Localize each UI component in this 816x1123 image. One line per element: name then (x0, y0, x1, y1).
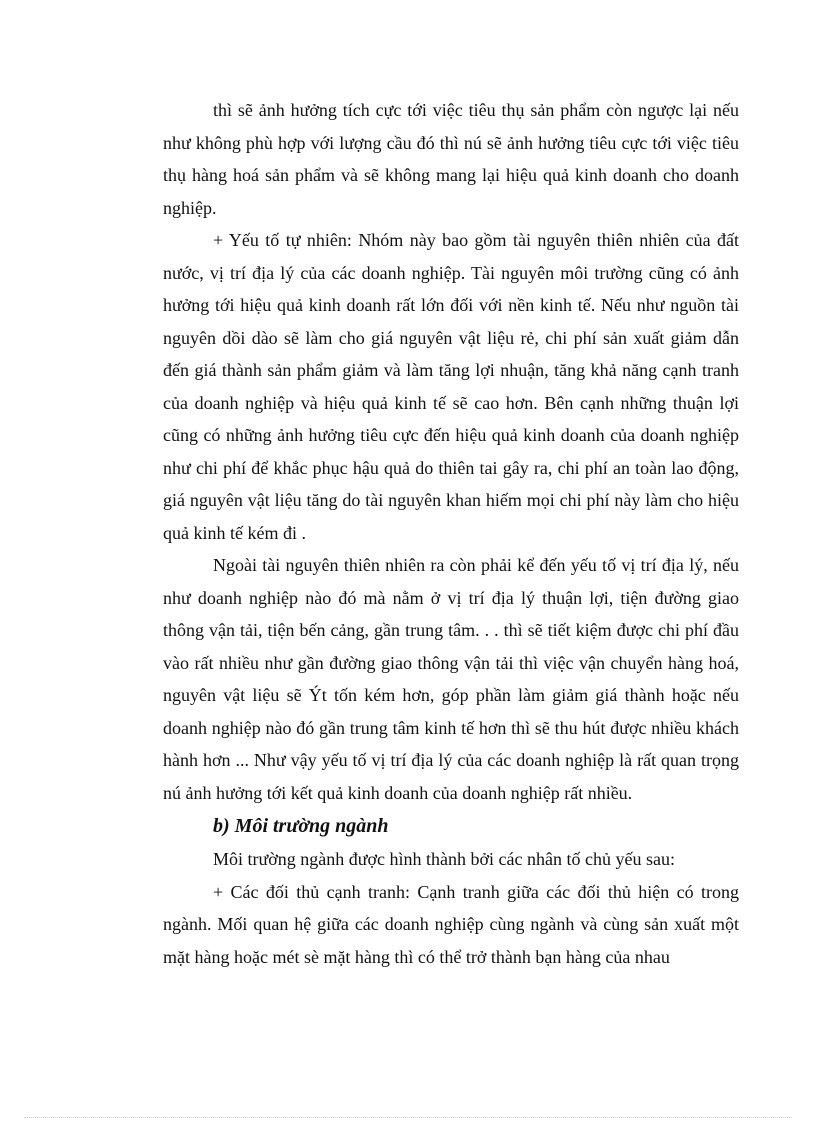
paragraph: + Yếu tố tự nhiên: Nhóm này bao gồm tài nguyên thiên nhiên của đất nước, vị trí địa lý của các doanh nghiệp. Tài nguyên môi trường cũng có ảnh hưởng tới hiệu quả kinh doanh rất lớn đối với nền kinh tế. Nếu như nguồn tài nguyên dồi dào sẽ làm cho giá nguyên vật liệu rẻ, chi phí sản xuất giảm dẫn đến giá thành sản phẩm giảm và làm tăng lợi nhuận, tăng khả năng cạnh tranh của doanh nghiệp và hiệu quả kinh tế sẽ cao hơn. Bên cạnh những thuận lợi cũng có những ảnh hưởng tiêu cực đến hiệu quả kinh doanh của doanh nghiệp như chi phí để khắc phục hậu quả do thiên tai gây ra, chi phí an toàn lao động, giá nguyên vật liệu tăng do tài nguyên khan hiếm mọi chi phí này làm cho hiệu quả kinh tế kém đi . (163, 230, 739, 543)
paragraph: Môi trường ngành được hình thành bởi các nhân tố chủ yếu sau: (213, 849, 675, 869)
document-page (163, 94, 739, 973)
page-footer-rule (24, 1117, 792, 1118)
paragraph: Ngoài tài nguyên thiên nhiên ra còn phải kể đến yếu tố vị trí địa lý, nếu như doanh nghiệp nào đó mà nằm ở vị trí địa lý thuận lợi, tiện đường giao thông vận tải, tiện bến cảng, gần trung tâm. . . thì sẽ tiết kiệm được chi phí đầu vào rất nhiều như gần đường giao thông vận tải thì việc vận chuyển hàng hoá, nguyên vật liệu sẽ Ýt tốn kém hơn, góp phần làm giảm giá thành hoặc nếu doanh nghiệp nào đó gần trung tâm kinh tế hơn thì sẽ thu hút được nhiều khách hành hơn ... Như vậy yếu tố vị trí địa lý của các doanh nghiệp là rất quan trọng nú ảnh hưởng tới kết quả kinh doanh của doanh nghiệp rất nhiều. (163, 555, 739, 803)
paragraph: thì sẽ ảnh hưởng tích cực tới việc tiêu thụ sản phẩm còn ngược lại nếu như không phù hợp với lượng cầu đó thì nú sẽ ảnh hưởng tiêu cực tới việc tiêu thụ hàng hoá sản phẩm và sẽ không mang lại hiệu quả kinh doanh cho doanh nghiệp. (163, 100, 739, 218)
paragraph: + Các đối thủ cạnh tranh: Cạnh tranh giữa các đối thủ hiện có trong ngành. Mối quan hệ giữa các doanh nghiệp cùng ngành và cùng sản xuất một mặt hàng hoặc mét sè mặt hàng thì có thể trở thành bạn hàng của nhau (163, 881, 739, 967)
section-heading: b) Môi trường ngành (213, 815, 389, 837)
